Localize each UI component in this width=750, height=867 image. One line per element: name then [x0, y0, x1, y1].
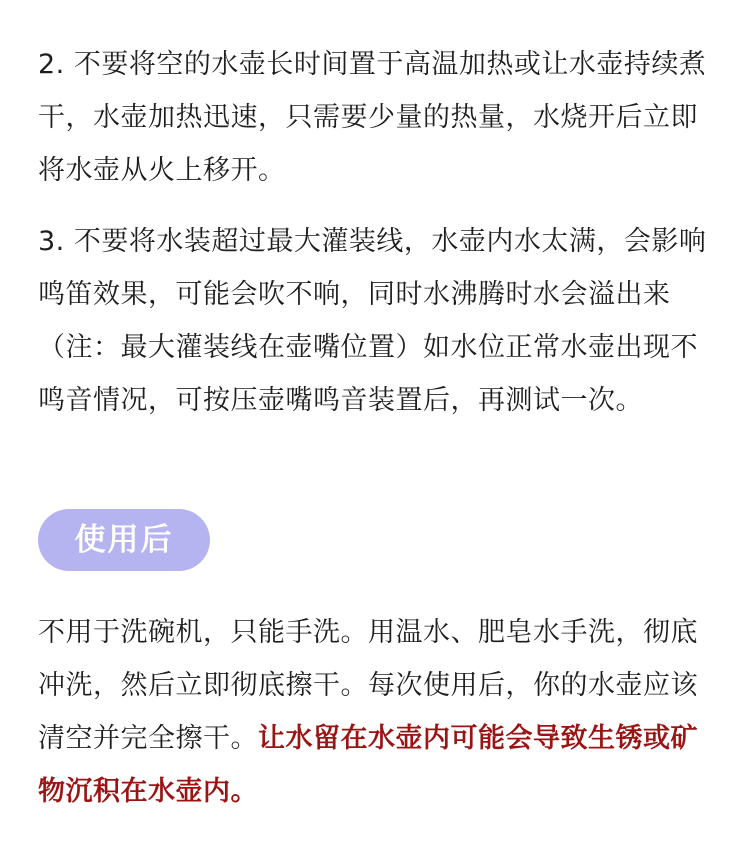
- note-3-paragraph: 3. 不要将水装超过最大灌装线，水壶内水太满，会影响鸣笛效果，可能会吹不响，同时水沸腾时水会溢出来（注：最大灌装线在壶嘴位置）如水位正常水壶出现不鸣音情况，可按压壶嘴鸣音装置后，再测试一次。: [38, 226, 707, 416]
- after-use-body-text: 不用于洗碗机，只能手洗。用温水、肥皂水手洗，彻底冲洗，然后立即彻底擦干。每次使用后，你的水壶应该清空并完全擦干。: [38, 617, 698, 754]
- note-2-paragraph: 2. 不要将空的水壶长时间置于高温加热或让水壶持续煮干，水壶加热迅速，只需要少量的热量，水烧开后立即将水壶从火上移开。: [38, 49, 707, 186]
- after-use-warning-text: 让水留在水壶内可能会导致生锈或矿物沉积在水壶内。: [38, 723, 698, 807]
- after-use-paragraph: [38, 606, 718, 818]
- after-use-heading: 使用后: [38, 509, 210, 571]
